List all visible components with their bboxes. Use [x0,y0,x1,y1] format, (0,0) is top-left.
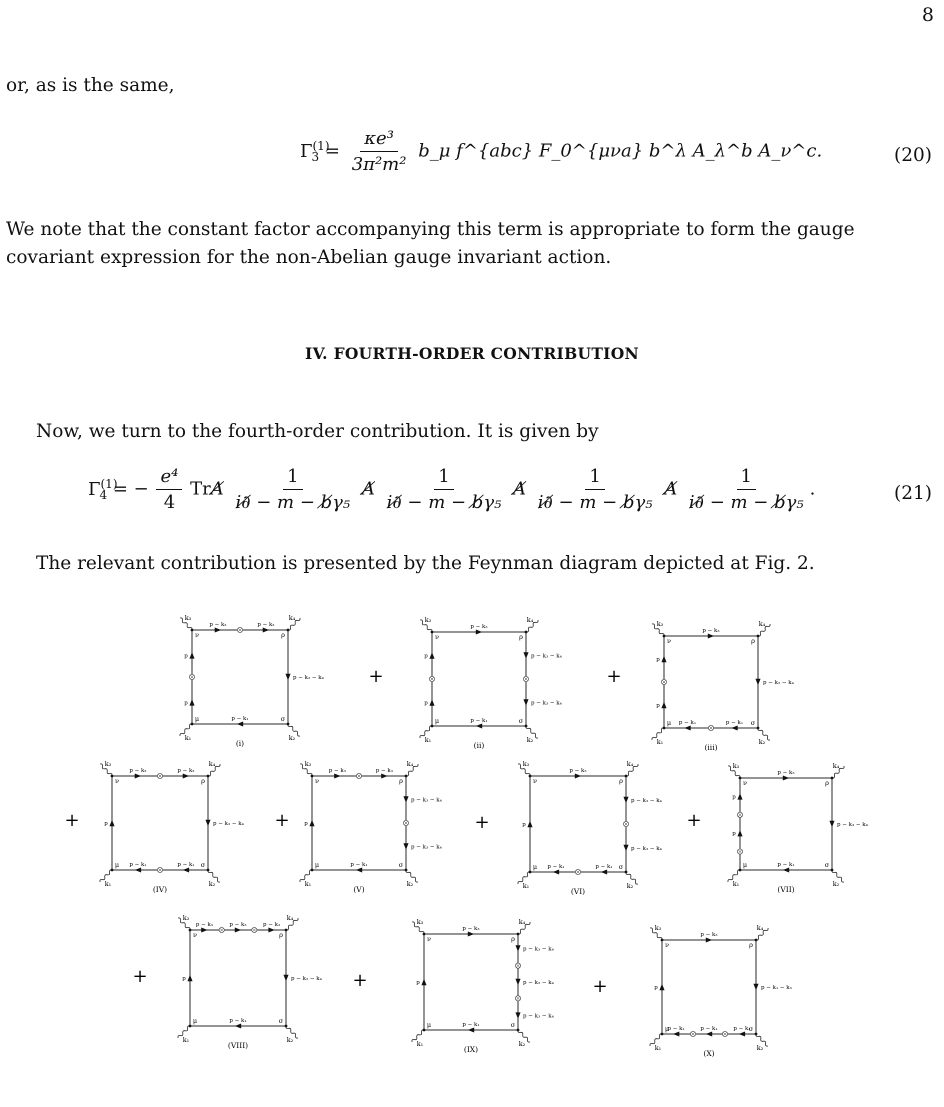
momentum-label: p − k₃ − k₄ [523,946,554,953]
propagator-arrow [189,652,194,658]
propagator-arrow [237,721,243,726]
diagram-number: (iii) [704,743,718,752]
index-nu: ν [427,935,431,943]
propagator-arrow [783,867,789,872]
propagator-arrow [731,725,737,730]
propagator-arrow [601,869,607,874]
propagator-arrow [515,945,520,951]
momentum-label: p − k₃ − k₄ [411,844,442,851]
momentum-label: p [184,700,188,707]
propagator-arrow [783,775,789,780]
momentum-k3: k₃ [184,614,192,622]
momentum-label: p [424,700,428,707]
momentum-k2: k₂ [518,1040,526,1048]
momentum-k3: k₃ [656,620,664,628]
index-nu: ν [315,777,319,785]
momentum-label: p − k₃ − k₄ [531,700,562,707]
momentum-label: p − k₁ [231,716,249,722]
loop-box [740,778,832,870]
plus-sign: + [352,970,368,991]
index-rho: ρ [281,631,285,639]
momentum-label: p − k₁ [700,1026,718,1032]
momentum-k3: k₃ [304,760,312,768]
propagator-arrow [673,1031,679,1036]
plus-sign: + [686,810,702,831]
momentum-label: p [424,653,428,660]
momentum-label: p − k₁ [667,1026,685,1032]
propagator-arrow [661,656,666,662]
eq20-rhs: b_μ f^{abc} F_0^{μνa} b^λ A_λ^b A_ν^c. [418,140,823,162]
momentum-label: p − k₃ [470,624,488,630]
momentum-label: p − k₃ − k₄ [837,822,868,828]
momentum-label: p [522,822,526,828]
index-nu: ν [667,637,671,645]
index-mu: μ [664,1025,670,1033]
index-mu: μ [532,863,538,871]
index-sigma: σ [278,1017,284,1025]
momentum-k2: k₂ [626,882,634,890]
index-mu: μ [426,1021,432,1029]
index-nu: ν [115,777,119,785]
loop-box [190,930,286,1026]
plus-sign: + [474,812,490,833]
plus-sign: + [606,666,622,687]
index-sigma: σ [618,863,624,871]
momentum-label: p − k₃ [229,922,247,928]
momentum-label: p [732,831,736,838]
momentum-k2: k₂ [208,880,216,888]
momentum-k1: k₁ [304,880,312,888]
diagram-number: (VIII) [227,1041,249,1050]
loop-box [664,636,758,728]
propagator-arrow [429,652,434,658]
index-sigma: σ [200,861,206,869]
momentum-label: p − k₃ − k₄ [293,675,324,681]
loop-box [530,776,626,872]
momentum-label: p − k₁ [462,1022,480,1028]
momentum-label: p [654,985,658,991]
feynman-diagrams-figure [0,600,944,1080]
momentum-label: p − k₃ − k₄ [531,653,562,660]
momentum-label: p [182,976,186,982]
propagator-arrow [334,773,340,778]
momentum-k3: k₃ [732,762,740,770]
momentum-label: p − k₁ [678,720,697,726]
propagator-arrow [135,773,141,778]
momentum-k3: k₃ [654,924,662,932]
fourth-order-paragraph: Now, we turn to the fourth-order contribution. It is given by [36,421,599,442]
diagram-number: (ii) [473,741,485,750]
momentum-k3: k₃ [522,760,530,768]
propagator-arrow [183,867,189,872]
momentum-k3: k₃ [424,616,432,624]
propagator-arrow [263,627,269,632]
propagator-arrow [201,927,207,932]
propagator-arrow [429,699,434,705]
propagator-arrow [739,1031,745,1036]
eq20-lhs: $\Gamma^{(1)}_3$ [300,138,330,165]
momentum-k2: k₂ [758,738,766,746]
equation-20-number: (20) [894,145,932,166]
eq21-prefactor: $\frac{\text{e⁴}}{4}$ [156,466,182,513]
equation-21: $\Gamma^{(1)}_4$ = − $\frac{\text{e⁴}}{4}$ TrA̸ $\frac{1}{\text{i∂̸ − m − b̸γ₅}}$ A̸ $\frac{1}{\text{i∂̸ − m − b̸γ₅}}$ A̸ $\frac{1}{\text{i∂̸ − m − b̸γ₅}}$ A̸ $\frac{1}{\text{i∂̸ − m − b̸γ₅}}$ . [88,466,816,513]
momentum-k1: k₁ [416,1040,424,1048]
section-heading: IV. FOURTH-ORDER CONTRIBUTION [305,344,639,363]
index-mu: μ [434,717,440,725]
propagator-arrow [829,821,834,827]
feynman-paragraph: The relevant contribution is presented by the Feynman diagram depicted at Fig. 2. [36,553,815,574]
propagator-arrow [215,627,221,632]
momentum-label: p − k₁ [177,862,195,868]
index-nu: ν [533,777,537,785]
momentum-k2: k₂ [406,880,414,888]
plus-sign: + [132,966,148,987]
propagator-arrow [523,652,528,658]
momentum-label: p − k₃ [263,922,281,928]
propagator-arrow [706,937,712,942]
diagram-number: (IV) [152,885,168,894]
index-rho: ρ [749,941,753,949]
momentum-label: p − k₁ [733,1026,751,1032]
index-mu: μ [194,715,200,723]
propagator-arrow [268,927,274,932]
loop-box [192,630,288,724]
propagator-arrow [661,702,666,708]
momentum-label: p − k₃ [569,768,587,774]
propagator-arrow [684,725,690,730]
momentum-k4: k₄ [526,616,534,624]
momentum-label: p − k₃ − k₄ [523,980,554,986]
propagator-arrow [708,633,714,638]
momentum-k2: k₂ [288,734,296,742]
momentum-k3: k₃ [416,918,424,926]
index-mu: μ [314,861,320,869]
index-mu: μ [666,719,672,727]
momentum-label: p − k₃ − k₄ [631,798,662,804]
momentum-k1: k₁ [656,738,664,746]
propagator-arrow [283,975,288,981]
index-sigma: σ [750,719,756,727]
propagator-arrow [135,867,141,872]
momentum-label: p − k₁ [725,720,744,726]
momentum-label: p − k₃ − k₄ [631,846,662,852]
momentum-label: p − k₃ [702,628,720,634]
index-rho: ρ [519,633,523,641]
momentum-label: p − k₃ [777,770,795,776]
equation-20: $\Gamma^{(1)}_3$ = $\frac{\text{κe³}}{\text{3π²m²}}$ b_μ f^{abc} F_0^{μνa} b^λ A_λ^b A_ν^c. [300,128,823,175]
index-sigma: σ [280,715,286,723]
momentum-label: p − k₃ [129,768,147,774]
propagator-arrow [515,979,520,985]
propagator-arrow [468,1027,474,1032]
momentum-label: p − k₃ − k₄ [213,821,244,827]
propagator-arrow [235,927,241,932]
momentum-label: p − k₃ [375,768,393,774]
momentum-label: p [104,821,108,827]
momentum-label: p − k₃ [328,768,346,774]
momentum-label: p [732,794,736,801]
propagator-arrow [476,723,482,728]
propagator-arrow [553,869,559,874]
eq21-lhs: $\Gamma^{(1)}_4$ [88,476,118,503]
momentum-label: p − k₃ [462,926,480,932]
momentum-label: p [304,821,308,827]
index-sigma: σ [518,717,524,725]
momentum-k4: k₄ [208,760,216,768]
index-rho: ρ [751,637,755,645]
momentum-label: p − k₁ [470,718,488,724]
momentum-label: p − k₃ [195,922,213,928]
propagator-arrow [476,629,482,634]
momentum-k4: k₄ [758,620,766,628]
momentum-label: p − k₃ − k₄ [523,1013,554,1020]
momentum-k1: k₁ [424,736,432,744]
propagator-arrow [205,820,210,826]
propagator-arrow [623,797,628,803]
propagator-arrow [109,820,114,826]
propagator-arrow [403,843,408,849]
momentum-k3: k₃ [182,914,190,922]
momentum-k2: k₂ [756,1044,764,1052]
momentum-label: p − k₁ [777,862,795,868]
momentum-k4: k₄ [626,760,634,768]
propagator-arrow [381,773,387,778]
diagram-number: (VII) [777,885,795,894]
index-nu: ν [193,931,197,939]
intro-paragraph: or, as is the same, [6,75,175,96]
momentum-k2: k₂ [286,1036,294,1044]
momentum-label: p − k₃ [209,622,227,628]
loop-box [112,776,208,870]
index-nu: ν [665,941,669,949]
propagator-arrow [189,699,194,705]
momentum-k4: k₄ [406,760,414,768]
index-mu: μ [192,1017,198,1025]
plus-sign: + [592,976,608,997]
index-rho: ρ [619,777,623,785]
note-paragraph: We note that the constant factor accompanying this term is appropriate to form the gauge covariant expression for the non-Abelian gauge invariant action. [6,219,855,268]
momentum-label: p − k₁ [350,862,368,868]
momentum-k1: k₁ [732,880,740,888]
plus-sign: + [274,810,290,831]
index-sigma: σ [748,1025,754,1033]
propagator-arrow [575,773,581,778]
momentum-k4: k₄ [832,762,840,770]
page-number: 8 [921,4,934,26]
index-rho: ρ [825,779,829,787]
propagator-arrow [527,821,532,827]
propagator-arrow [183,773,189,778]
momentum-label: p − k₁ [595,864,613,870]
index-nu: ν [195,631,199,639]
propagator-arrow [309,820,314,826]
propagator-arrow [403,796,408,802]
momentum-k4: k₄ [286,914,294,922]
momentum-label: p − k₃ [257,622,275,628]
momentum-k4: k₄ [288,614,296,622]
index-sigma: σ [510,1021,516,1029]
index-sigma: σ [824,861,830,869]
momentum-k1: k₁ [522,882,530,890]
diagram-number: (VI) [570,887,586,896]
momentum-k1: k₁ [104,880,112,888]
propagator-arrow [515,1012,520,1018]
momentum-label: p − k₃ − k₄ [291,976,322,982]
momentum-label: p − k₁ [129,862,147,868]
propagator-arrow [285,674,290,680]
index-nu: ν [743,779,747,787]
loop-box [432,632,526,726]
momentum-label: p [184,653,188,660]
index-sigma: σ [398,861,404,869]
index-mu: μ [114,861,120,869]
loop-box [312,776,406,870]
diagram-number: (IX) [463,1045,479,1054]
momentum-k2: k₂ [832,880,840,888]
eq20-fraction: $\frac{\text{κe³}}{\text{3π²m²}}$ [351,128,407,175]
propagator-arrow [523,699,528,705]
momentum-k1: k₁ [182,1036,190,1044]
momentum-label: p [416,980,420,986]
momentum-label: p [656,703,660,709]
momentum-label: p − k₃ [700,932,718,938]
propagator-arrow [468,931,474,936]
propagator-arrow [755,679,760,685]
propagator-arrow [753,984,758,990]
propagator-arrow [623,845,628,851]
loop-box [662,940,756,1034]
plus-sign: + [64,810,80,831]
momentum-label: p − k₃ [177,768,195,774]
propagator-arrow [356,867,362,872]
index-mu: μ [742,861,748,869]
propagator-arrow [737,793,742,799]
momentum-k2: k₂ [526,736,534,744]
propagator-arrow [659,984,664,990]
propagator-arrow [187,975,192,981]
momentum-k4: k₄ [518,918,526,926]
loop-box [424,934,518,1030]
momentum-k4: k₄ [756,924,764,932]
momentum-label: p − k₁ − k₃ [761,985,792,991]
momentum-k1: k₁ [654,1044,662,1052]
momentum-label: p − k₁ [547,864,565,870]
momentum-k3: k₃ [104,760,112,768]
index-rho: ρ [511,935,515,943]
propagator-arrow [706,1031,712,1036]
propagator-arrow [421,979,426,985]
index-rho: ρ [279,931,283,939]
momentum-label: p − k₃ − k₄ [763,680,794,686]
equation-21-number: (21) [894,483,932,504]
diagram-number: (V) [353,885,365,894]
momentum-label: p − k₁ [229,1018,247,1024]
index-rho: ρ [201,777,205,785]
index-nu: ν [435,633,439,641]
plus-sign: + [368,666,384,687]
index-rho: ρ [399,777,403,785]
propagator-arrow [235,1023,241,1028]
momentum-label: p [656,657,660,663]
propagator-arrow [737,830,742,836]
diagram-number: (X) [703,1049,715,1058]
momentum-k1: k₁ [184,734,192,742]
diagram-number: (i) [235,739,245,748]
momentum-label: p − k₃ − k₄ [411,797,442,804]
